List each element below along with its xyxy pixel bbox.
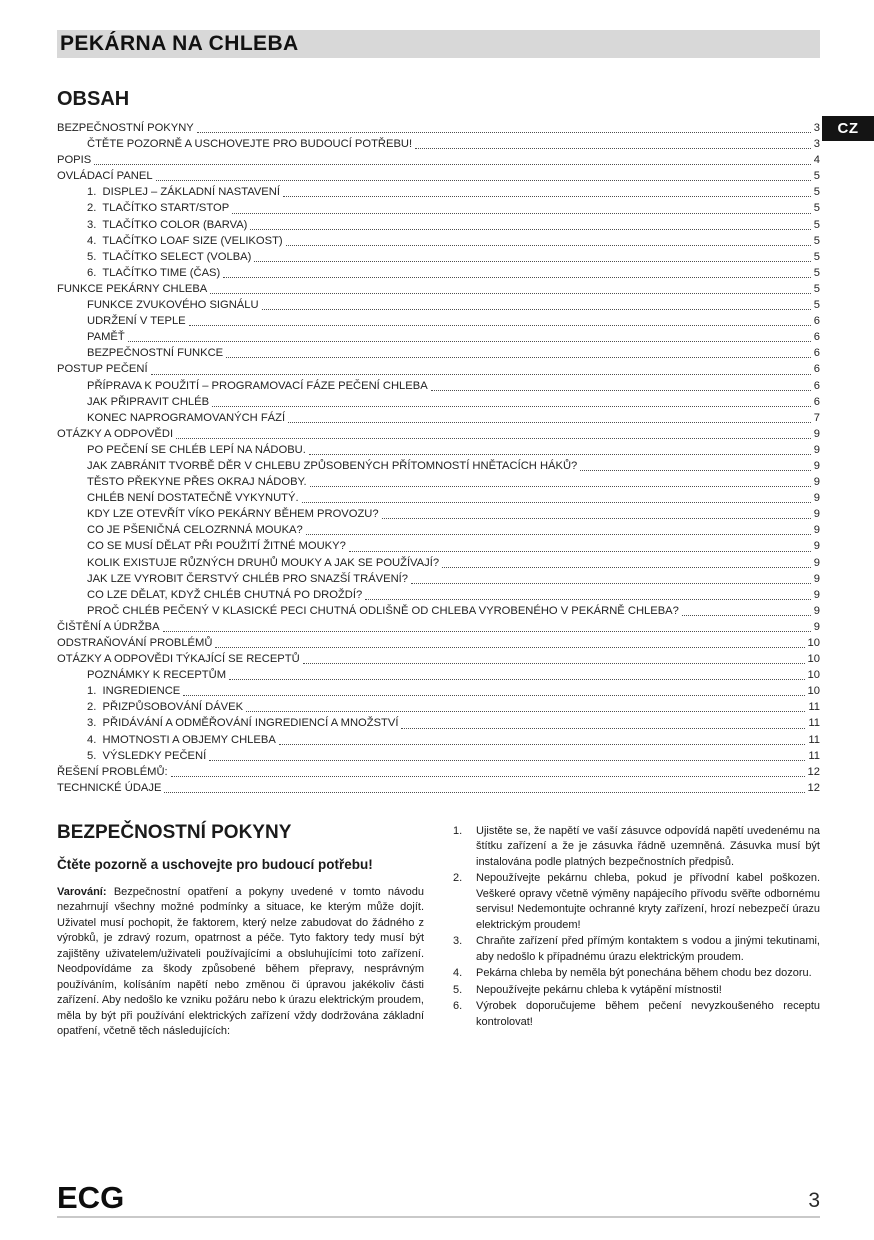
safety-instruction-number: 6. (453, 1000, 463, 1013)
footer-divider (57, 1216, 820, 1218)
toc-entry-label: JAK LZE VYROBIT ČERSTVÝ CHLÉB PRO SNAZŠÍ TRÁVENÍ? (87, 572, 409, 585)
toc-entry-page: 5 (813, 218, 820, 231)
toc-entry (57, 748, 820, 764)
toc-leader-dots (151, 374, 811, 375)
toc-entry-page: 11 (808, 717, 820, 730)
toc-entry (57, 136, 820, 152)
toc-entry-page: 9 (813, 556, 820, 569)
toc-entry-label: FUNKCE PEKÁRNY CHLEBA (57, 282, 208, 295)
safety-instruction-item (453, 871, 820, 933)
safety-section (57, 822, 820, 1040)
toc-entry-page: 9 (813, 443, 820, 456)
toc-leader-dots (431, 390, 811, 391)
toc-entry-page: 11 (808, 733, 820, 746)
toc-entry (57, 200, 820, 216)
toc-entry-page: 9 (813, 588, 820, 601)
toc-entry-page: 3 (813, 138, 820, 151)
toc-entry-label: 6. TLAČÍTKO TIME (ČAS) (87, 266, 221, 279)
toc-entry-label: 1. DISPLEJ – ZÁKLADNÍ NASTAVENÍ (87, 186, 280, 199)
toc-entry (57, 506, 820, 522)
toc-entry-page: 9 (813, 572, 820, 585)
toc-entry (57, 587, 820, 603)
toc-leader-dots (309, 454, 811, 455)
toc-entry-label: ODSTRAŇOVÁNÍ PROBLÉMŮ (57, 637, 213, 649)
footer-row (57, 1180, 820, 1216)
toc-entry (57, 394, 820, 410)
toc-entry (57, 120, 820, 136)
toc-leader-dots (212, 406, 811, 407)
toc-entry (57, 715, 820, 731)
safety-left-column (57, 822, 424, 1040)
toc-entry (57, 378, 820, 394)
toc-entry-page: 12 (807, 765, 820, 778)
toc-entry-label: OVLÁDACÍ PANEL (57, 170, 153, 183)
safety-right-column (453, 822, 820, 1040)
page-footer (57, 1180, 820, 1218)
toc-entry (57, 619, 820, 635)
toc-entry-label: 5. VÝSLEDKY PEČENÍ (87, 749, 207, 762)
toc-entry-page: 9 (813, 459, 820, 472)
toc-entry (57, 571, 820, 587)
toc-entry-label: 2. TLAČÍTKO START/STOP (87, 202, 230, 215)
toc-entry-page: 6 (813, 395, 820, 408)
safety-instruction-item (453, 824, 820, 871)
toc-entry (57, 522, 820, 538)
header-bar (57, 30, 820, 58)
toc-leader-dots (209, 760, 805, 761)
safety-instructions-list (453, 824, 820, 1031)
toc-entry-page: 9 (813, 508, 820, 521)
toc-entry-label: BEZPEČNOSTNÍ POKYNY (57, 122, 194, 134)
toc-entry-page: 4 (813, 154, 820, 167)
toc-leader-dots (94, 164, 811, 165)
toc-entry-label: ČIŠTĚNÍ A ÚDRŽBA (57, 620, 160, 633)
safety-instruction-text: Výrobek doporučujeme během pečení nevyzkoušeného receptu kontrolovat! (476, 1000, 820, 1028)
toc-entry-label: JAK ZABRÁNIT TVORBĚ DĚR V CHLEBU ZPŮSOBENÝCH PŘÍTOMNOSTÍ HNĚTACÍCH HÁKŮ? (87, 459, 578, 472)
toc-entry-page: 12 (807, 781, 820, 794)
toc-entry-page: 6 (813, 347, 820, 360)
toc-title: OBSAH (57, 88, 130, 110)
toc-entry-label: 4. HMOTNOSTI A OBJEMY CHLEBA (87, 733, 276, 746)
toc-entry-page: 5 (813, 170, 820, 183)
toc-entry (57, 345, 820, 361)
toc-leader-dots (164, 792, 804, 793)
toc-entry-page: 9 (813, 476, 820, 489)
page-number: 3 (808, 1189, 820, 1212)
toc-entry (57, 458, 820, 474)
toc-leader-dots (442, 567, 811, 568)
toc-leader-dots (382, 518, 811, 519)
toc-entry-label: ŘEŠENÍ PROBLÉMŮ: (57, 765, 168, 778)
toc-entry-label: POSTUP PEČENÍ (57, 363, 148, 376)
safety-instruction-text: Nepoužívejte pekárnu chleba k vytápění místnosti! (476, 983, 722, 996)
toc-entry-page: 3 (813, 122, 820, 134)
toc-entry (57, 249, 820, 265)
safety-instruction-number: 2. (453, 872, 463, 885)
toc-leader-dots (279, 744, 806, 745)
toc-entry (57, 780, 820, 796)
safety-instruction-number: 1. (453, 824, 463, 837)
toc-leader-dots (215, 647, 804, 648)
safety-instruction-item (453, 983, 820, 999)
toc-entry-label: CO LZE DĚLAT, KDYŽ CHLÉB CHUTNÁ PO DROŽDÍ? (87, 588, 363, 601)
safety-instruction-number: 3. (453, 935, 463, 948)
toc-entry (57, 361, 820, 377)
toc-entry-label: CO SE MUSÍ DĚLAT PŘI POUŽITÍ ŽITNÉ MOUKY? (87, 540, 346, 553)
toc-leader-dots (226, 357, 811, 358)
toc-entry-page: 5 (813, 299, 820, 312)
toc-leader-dots (401, 728, 805, 729)
safety-section-subtitle: Čtěte pozorně a uschovejte pro budoucí potřebu! (57, 856, 373, 872)
page-title: PEKÁRNA NA CHLEBA (60, 32, 299, 55)
toc-entry-label: 2. PŘIZPŮSOBOVÁNÍ DÁVEK (87, 701, 244, 714)
toc-entry-label: KONEC NAPROGRAMOVANÝCH FÁZÍ (87, 411, 286, 424)
toc-entry (57, 329, 820, 345)
toc-entry (57, 555, 820, 571)
toc-entry (57, 313, 820, 329)
toc-leader-dots (183, 695, 804, 696)
toc-entry-label: PROČ CHLÉB PEČENÝ V KLASICKÉ PECI CHUTNÁ ODLIŠNĚ OD CHLEBA VYROBENÉHO V PEKÁRNĚ CHLEBA? (87, 604, 679, 617)
toc-entry-label: PO PEČENÍ SE CHLÉB LEPÍ NA NÁDOBU. (87, 443, 306, 456)
toc-entry (57, 732, 820, 748)
toc-entry-label: KOLIK EXISTUJE RŮZNÝCH DRUHŮ MOUKY A JAK SE POUŽÍVAJÍ? (87, 556, 440, 569)
toc-entry-label: TĚSTO PŘEKYNE PŘES OKRAJ NÁDOBY. (87, 476, 307, 489)
toc-entry-page: 5 (813, 250, 820, 263)
toc-leader-dots (176, 438, 811, 439)
toc-entry-label: 3. TLAČÍTKO COLOR (BARVA) (87, 218, 248, 231)
toc-entry (57, 152, 820, 168)
toc-entry (57, 281, 820, 297)
toc-leader-dots (349, 551, 811, 552)
toc-entry-page: 5 (813, 186, 820, 199)
toc-entry-page: 6 (813, 363, 820, 376)
toc-entry-label: ČTĚTE POZORNĚ A USCHOVEJTE PRO BUDOUCÍ POTŘEBU! (87, 138, 413, 151)
toc-leader-dots (210, 293, 811, 294)
toc-entry (57, 490, 820, 506)
toc-entry-label: PAMĚŤ (87, 331, 125, 344)
toc-entry-page: 10 (807, 685, 820, 698)
safety-instruction-text: Pekárna chleba by neměla být ponechána během chodu bez dozoru. (476, 967, 812, 980)
toc-entry-label: POZNÁMKY K RECEPTŮM (87, 669, 227, 682)
toc-entry-page: 5 (813, 234, 820, 247)
toc-leader-dots (189, 325, 811, 326)
toc-leader-dots (288, 422, 811, 423)
toc-entry (57, 651, 820, 667)
toc-entry-page: 10 (807, 653, 820, 666)
toc-entry-page: 5 (813, 266, 820, 279)
toc-entry (57, 233, 820, 249)
toc-entry (57, 699, 820, 715)
toc-entry-page: 10 (807, 669, 820, 682)
safety-instruction-item (453, 934, 820, 965)
toc-entry-page: 6 (813, 315, 820, 328)
toc-leader-dots (302, 502, 811, 503)
toc-entry (57, 667, 820, 683)
toc-leader-dots (283, 196, 811, 197)
safety-instruction-item (453, 999, 820, 1030)
toc-leader-dots (262, 309, 811, 310)
safety-section-title: BEZPEČNOSTNÍ POKYNY (57, 821, 292, 843)
toc-leader-dots (232, 213, 811, 214)
safety-instruction-number: 4. (453, 967, 463, 980)
toc-entry (57, 538, 820, 554)
toc-leader-dots (171, 776, 805, 777)
toc-leader-dots (580, 470, 811, 471)
toc-entry-page: 6 (813, 379, 820, 392)
toc-leader-dots (246, 711, 805, 712)
toc-entry-label: KDY LZE OTEVŘÍT VÍKO PEKÁRNY BĚHEM PROVOZU? (87, 508, 379, 521)
toc-entry-label: POPIS (57, 154, 92, 167)
toc-entry (57, 410, 820, 426)
toc-leader-dots (286, 245, 811, 246)
toc-entry-page: 7 (813, 411, 820, 424)
toc-leader-dots (254, 261, 810, 262)
toc-entry (57, 683, 820, 699)
toc-entry (57, 603, 820, 619)
toc-leader-dots (310, 486, 811, 487)
toc-leader-dots (306, 534, 811, 535)
toc-entry-label: PŘÍPRAVA K POUŽITÍ – PROGRAMOVACÍ FÁZE PEČENÍ CHLEBA (87, 379, 428, 392)
toc-leader-dots (250, 229, 810, 230)
safety-instruction-text: Ujistěte se, že napětí ve vaší zásuvce odpovídá napětí uvedenému na štítku zařízení a že je zásuvka řádně uzemněná. Zásuvka musí být instalována podle platných bezpečnostních předpisů. (476, 824, 820, 868)
toc-entry (57, 265, 820, 281)
toc-entry (57, 168, 820, 184)
language-badge: CZ (822, 116, 874, 141)
toc-entry-label: FUNKCE ZVUKOVÉHO SIGNÁLU (87, 299, 259, 312)
toc-entry (57, 217, 820, 233)
toc-entry (57, 297, 820, 313)
toc-entry-label: OTÁZKY A ODPOVĚDI TÝKAJÍCÍ SE RECEPTŮ (57, 653, 300, 666)
warning-text: Bezpečnostní opatření a pokyny uvedené v tomto návodu nezahrnují všechny možné podmínky a situace, ke kterým může dojít. Uživatel musí pochopit, že faktorem, který nelze zabudovat do žádného z výrobků, je zdravý rozum, opatrnost a péče. Tyto faktory tedy musí být zajištěny uživatelem/uživateli používajícími a obsluhujícími toto zařízení. Neodpovídáme za škody způsobené během přepravy, nesprávným používáním, kolísáním napětí nebo změnou či úpravou jakékoliv části zařízení. Aby nedošlo ke vzniku požáru nebo k úrazu elektrickým proudem, měla by být při používání elektrických zařízení vždy dodržována základní opatření, včetně těch následujících: (57, 885, 424, 1038)
toc-entry-label: BEZPEČNOSTNÍ FUNKCE (87, 347, 224, 360)
toc-entry (57, 442, 820, 458)
toc-leader-dots (223, 277, 811, 278)
toc-leader-dots (411, 583, 811, 584)
toc-entry-label: 5. TLAČÍTKO SELECT (VOLBA) (87, 250, 252, 263)
toc-entry-page: 6 (813, 331, 820, 344)
toc-leader-dots (682, 615, 811, 616)
toc-leader-dots (128, 341, 811, 342)
toc-leader-dots (415, 148, 811, 149)
toc-entry-label: UDRŽENÍ V TEPLE (87, 315, 186, 328)
toc-entry-page: 9 (813, 524, 820, 537)
toc-entry-label: CHLÉB NENÍ DOSTATEČNĚ VYKYNUTÝ. (87, 492, 299, 505)
toc-leader-dots (197, 132, 811, 133)
warning-label: Varování: (57, 885, 107, 898)
toc-entry-label: 1. INGREDIENCE (87, 685, 181, 698)
warning-paragraph (57, 885, 424, 1040)
toc-leader-dots (156, 180, 811, 181)
safety-instruction-item (453, 966, 820, 982)
toc-entry-page: 9 (813, 620, 820, 633)
toc-leader-dots (303, 663, 805, 664)
toc-entry-page: 11 (808, 749, 820, 762)
safety-instruction-text: Nepoužívejte pekárnu chleba, pokud je přívodní kabel poškozen. Veškeré opravy včetně výměny napájecího přívodu svěřte odbornému servisu! Nedemontujte ochranné kryty zařízení, hrozí nebezpečí úrazu elektrickým proudem! (476, 872, 820, 931)
toc-entry-page: 11 (808, 701, 820, 714)
toc-entry-label: 4. TLAČÍTKO LOAF SIZE (VELIKOST) (87, 234, 283, 247)
safety-instruction-text: Chraňte zařízení před přímým kontaktem s vodou a jinými tekutinami, aby nedošlo k případnému úrazu elektrickým proudem. (476, 935, 820, 963)
toc-entry (57, 474, 820, 490)
toc-entry (57, 426, 820, 442)
toc-leader-dots (163, 631, 811, 632)
toc-leader-dots (365, 599, 811, 600)
toc-entry-label: CO JE PŠENIČNÁ CELOZRNNÁ MOUKA? (87, 524, 303, 537)
toc-entry-page: 9 (813, 604, 820, 617)
toc-entry-label: 3. PŘIDÁVÁNÍ A ODMĚŘOVÁNÍ INGREDIENCÍ A MNOŽSTVÍ (87, 717, 399, 730)
toc-entry-page: 9 (813, 540, 820, 553)
safety-instruction-number: 5. (453, 983, 463, 996)
toc-entry-page: 5 (813, 282, 820, 295)
toc-entry (57, 184, 820, 200)
ecg-logo: ECG (57, 1180, 125, 1215)
toc-entry-label: OTÁZKY A ODPOVĚDI (57, 427, 174, 440)
toc-list (57, 120, 820, 796)
toc-entry-page: 9 (813, 427, 820, 440)
toc-entry-page: 5 (813, 202, 820, 215)
toc-leader-dots (229, 679, 805, 680)
toc-entry-label: TECHNICKÉ ÚDAJE (57, 781, 162, 794)
toc-entry-page: 9 (813, 492, 820, 505)
toc-entry (57, 764, 820, 780)
toc-entry (57, 635, 820, 651)
toc-entry-label: JAK PŘIPRAVIT CHLÉB (87, 395, 210, 408)
toc-entry-page: 10 (807, 637, 820, 649)
